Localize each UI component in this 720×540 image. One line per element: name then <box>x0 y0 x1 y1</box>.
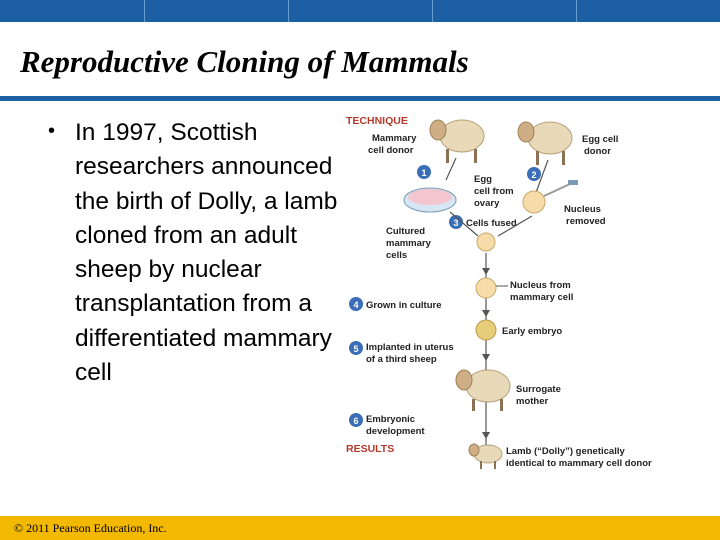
fused-cell <box>477 233 495 251</box>
petri-dish <box>404 188 456 212</box>
title-divider <box>0 96 720 101</box>
results-label: RESULTS <box>346 443 395 455</box>
technique-label: TECHNIQUE <box>346 115 408 127</box>
svg-text:5: 5 <box>353 344 359 354</box>
dolly-label: Lamb (“Dolly”) genetically identical to mammary cell donor <box>506 446 652 469</box>
egg-donor-sheep <box>518 122 572 165</box>
grown-label: Grown in culture <box>366 300 442 311</box>
copyright-text: © 2011 Pearson Education, Inc. <box>14 521 167 535</box>
bullet-marker: • <box>48 120 56 142</box>
embryonic-label: Embryonic development <box>366 414 425 437</box>
egg-from-ovary-label: Egg cell from ovary <box>474 174 514 209</box>
reconstructed-egg <box>476 278 496 298</box>
top-color-bar <box>0 0 720 22</box>
egg-cell <box>523 191 545 213</box>
dolly-lamb <box>469 444 502 469</box>
mammary-donor-label: Mammary cell donor <box>368 133 417 156</box>
implanted-label: Implanted in uterus of a third sheep <box>366 342 454 365</box>
bullet-text: In 1997, Scottish researchers announced the birth of Dolly, a lamb cloned from an adult sheep by nuclear transplantation from a differentiated mammary cell <box>75 119 338 387</box>
svg-text:1: 1 <box>421 168 427 178</box>
nucleus-from-label: Nucleus from mammary cell <box>510 280 574 303</box>
early-embryo-label: Early embryo <box>502 326 563 337</box>
mammary-donor-sheep <box>430 120 484 163</box>
slide-title: Reproductive Cloning of Mammals <box>20 44 469 79</box>
cultured-cells-label: Cultured mammary cells <box>386 226 431 261</box>
svg-text:2: 2 <box>531 170 537 180</box>
svg-text:3: 3 <box>453 218 459 228</box>
surrogate-sheep <box>456 370 510 411</box>
early-embryo <box>476 320 496 340</box>
cloning-diagram <box>338 108 710 478</box>
svg-text:4: 4 <box>353 300 359 310</box>
svg-text:6: 6 <box>353 416 359 426</box>
cells-fused-label: Cells fused <box>466 218 517 229</box>
nucleus-removed-label: Nucleus removed <box>564 204 606 227</box>
egg-donor-label: Egg cell donor <box>582 134 619 157</box>
surrogate-label: Surrogate mother <box>516 384 561 407</box>
